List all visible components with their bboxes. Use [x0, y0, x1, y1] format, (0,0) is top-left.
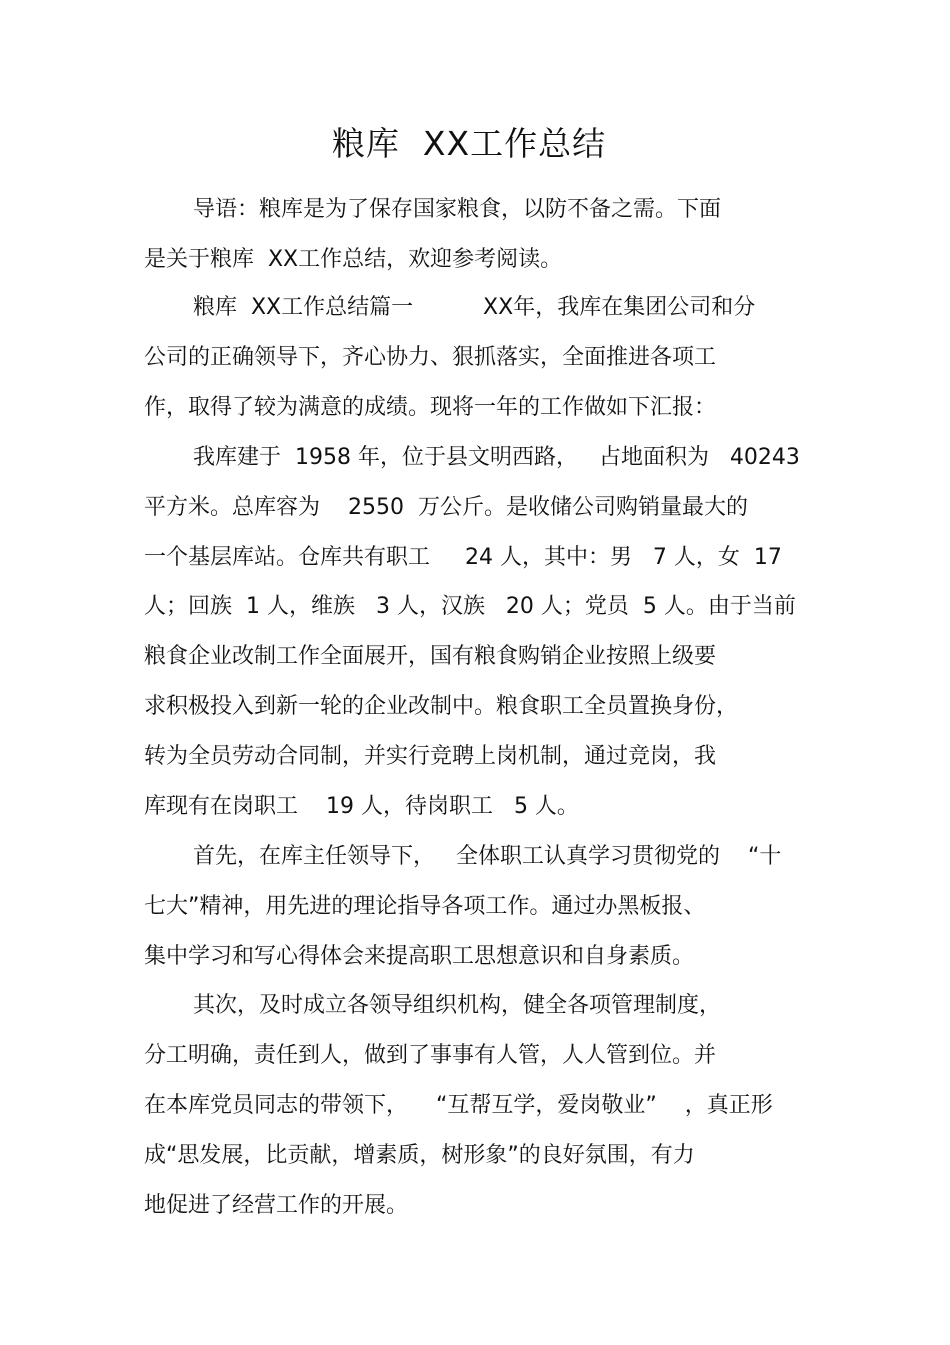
text-line: 地促进了经营工作的开展。: [144, 1193, 409, 1218]
text-line: 求积极投入到新一轮的企业改制中。粮食职工全员置换身份，: [144, 694, 739, 719]
text-line: 七大”精神，用先进的理论指导各项工作。通过办黑板报、: [144, 894, 706, 919]
document-title: 粮库 XX工作总结: [331, 124, 607, 163]
text-line: 作，取得了较为满意的成绩。现将一年的工作做如下汇报：: [144, 395, 717, 420]
text-line: 集中学习和写心得体会来提高职工思想意识和自身素质。: [144, 944, 695, 969]
text-line: 导语：粮库是为了保存国家粮食，以防不备之需。下面: [193, 197, 722, 222]
text-line: 人；回族 1 人，维族 3 人，汉族 20 人；党员 5 人。由于当前: [144, 594, 796, 619]
text-line: 成“思发展，比贡献，增素质，树形象”的良好氛围，有力: [144, 1143, 695, 1168]
text-line: 在本库党员同志的带领下， “互帮互学，爱岗敬业” ，真正形: [144, 1093, 773, 1118]
text-line: 粮库 XX工作总结篇一 XX年，我库在集团公司和分: [193, 295, 756, 320]
text-line: 库现有在岗职工 19 人，待岗职工 5 人。: [144, 794, 579, 819]
text-line: 一个基层库站。仓库共有职工 24 人，其中：男 7 人，女 17: [144, 545, 782, 570]
text-line: 首先，在库主任领导下， 全体职工认真学习贯彻党的 “十: [193, 844, 782, 869]
text-line: 分工明确，责任到人，做到了事事有人管，人人管到位。并: [144, 1043, 717, 1068]
text-line: 我库建于 1958 年，位于县文明西路， 占地面积为 40243: [193, 445, 800, 470]
text-line: 公司的正确领导下，齐心协力、狠抓落实，全面推进各项工: [144, 345, 717, 370]
text-line: 是关于粮库 XX工作总结，欢迎参考阅读。: [144, 247, 563, 272]
text-line: 其次，及时成立各领导组织机构，健全各项管理制度，: [193, 993, 722, 1018]
text-line: 粮食企业改制工作全面展开，国有粮食购销企业按照上级要: [144, 644, 717, 669]
text-line: 转为全员劳动合同制，并实行竞聘上岗机制，通过竞岗，我: [144, 744, 717, 769]
text-line: 平方米。总库容为 2550 万公斤。是收储公司购销量最大的: [144, 495, 748, 520]
